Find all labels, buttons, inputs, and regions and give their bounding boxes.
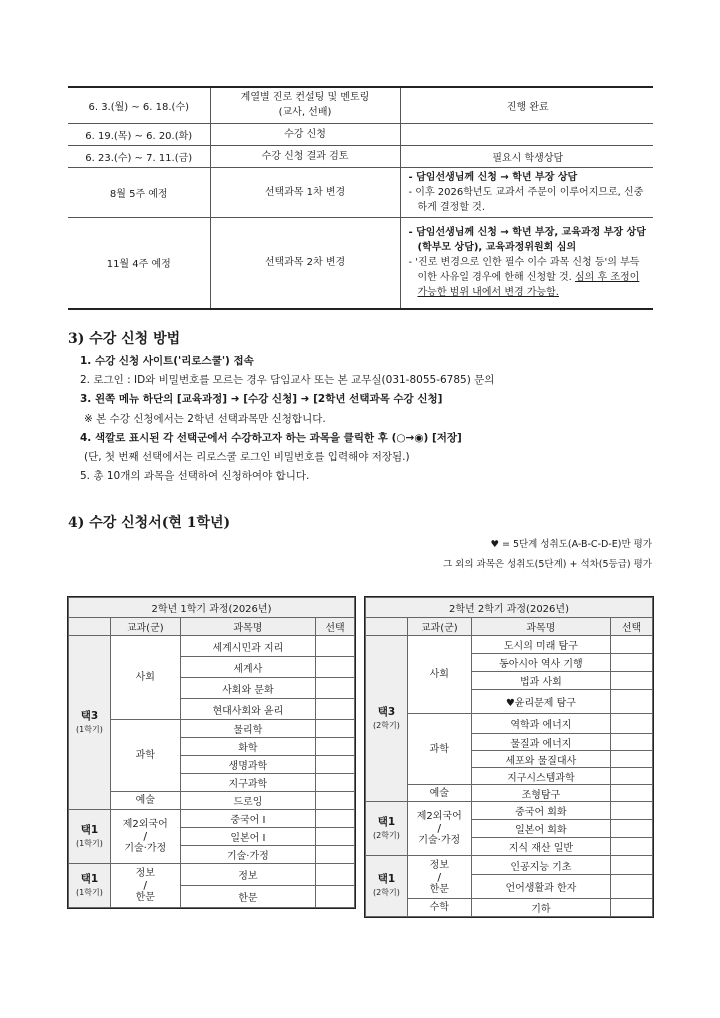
schedule-event: [210, 87, 400, 123]
table-title: 2학년 2학기 과정(2026년): [366, 598, 653, 618]
select-cell[interactable]: [611, 899, 653, 917]
subject-cell: 화학: [180, 738, 315, 756]
group-label: 택1 (1학기): [69, 810, 111, 864]
subject-cell: 지구과학: [180, 774, 315, 792]
group-label: 택3 (1학기): [69, 636, 111, 810]
note-line: - 담임선생님께 신청 → 학년 부장, 교육과정 부장 상담 (학부모 상담), 교육과정위원회 심의: [408, 227, 646, 254]
subject-cell: 정보: [180, 864, 315, 886]
step-item: 1. 수강 신청 사이트('리로스쿨') 접속: [80, 355, 254, 367]
select-cell[interactable]: [611, 672, 653, 690]
select-cell[interactable]: [611, 636, 653, 654]
group-label: 택1 (2학기): [366, 802, 408, 856]
section3-title: 3) 수강 신청 방법: [68, 331, 181, 347]
select-cell[interactable]: [316, 738, 355, 756]
schedule-date: 8월 5주 예정: [68, 167, 210, 217]
select-cell[interactable]: [611, 820, 653, 838]
schedule-row: [68, 145, 653, 167]
schedule-event-line: 계열별 진로 컨설팅 및 멘토링: [240, 92, 370, 104]
subject-cell: 한문: [180, 886, 315, 908]
select-cell[interactable]: [611, 654, 653, 672]
subject-cell: 세포와 물질대사: [471, 751, 610, 768]
area-info: 정보 / 한문: [110, 864, 180, 908]
select-cell[interactable]: [611, 734, 653, 751]
schedule-date: 6. 23.(수) ~ 7. 11.(금): [68, 145, 210, 167]
area-language: 제2외국어 / 기술·가정: [407, 802, 471, 856]
schedule-date: 6. 19.(목) ~ 6. 20.(화): [68, 123, 210, 145]
subject-cell: 기하: [471, 899, 610, 917]
note-line: - 담임선생님께 신청 → 학년 부장 상담: [408, 171, 578, 183]
select-cell[interactable]: [316, 792, 355, 810]
subject-cell: 생명과학: [180, 756, 315, 774]
subject-cell: 기술·가정: [180, 846, 315, 864]
note-line: - '진로 변경으로 인한 필수 이수 과목 신청 등'의 부득이한 사유일 경우에 한해 신청할 것.: [408, 257, 640, 284]
subject-cell: 세계시민과 지리: [180, 636, 315, 657]
area-science: 과학: [110, 720, 180, 792]
select-cell[interactable]: [611, 714, 653, 734]
select-cell[interactable]: [611, 751, 653, 768]
subject-cell: 지구시스템과학: [471, 768, 610, 785]
schedule-note: [400, 217, 653, 309]
select-cell[interactable]: [316, 810, 355, 828]
select-cell[interactable]: [316, 636, 355, 657]
col-select-header: 선택: [611, 618, 653, 636]
schedule-event: 수강 신청 결과 검토: [210, 145, 400, 167]
schedule-note: [400, 167, 653, 217]
area-info: 정보 / 한문: [407, 856, 471, 899]
select-cell[interactable]: [316, 699, 355, 720]
subject-cell: 사회와 문화: [180, 678, 315, 699]
select-cell[interactable]: [316, 678, 355, 699]
step-item: 4. 색깔로 표시된 각 선택군에서 수강하고자 하는 과목을 클릭한 후 (○→◉) [저장]: [80, 431, 462, 444]
select-cell[interactable]: [611, 690, 653, 714]
select-cell[interactable]: [611, 856, 653, 875]
subject-cell: 언어생활과 한자: [471, 875, 610, 899]
subject-cell: 물리학: [180, 720, 315, 738]
area-arts: 예술: [407, 785, 471, 802]
schedule-row: [68, 217, 653, 309]
schedule-note: 진행 완료: [400, 87, 653, 123]
schedule-date: 11월 4주 예정: [68, 217, 210, 309]
schedule-row: [68, 167, 653, 217]
schedule-note: 필요시 학생상담: [400, 145, 653, 167]
subject-cell: 드로잉: [180, 792, 315, 810]
subject-cell: 물질과 에너지: [471, 734, 610, 751]
select-cell[interactable]: [316, 886, 355, 908]
schedule-row: [68, 87, 653, 123]
schedule-event-line: (교사, 선배): [278, 107, 332, 119]
col-area-header: 교과(군): [110, 618, 180, 636]
schedule-event: 수강 신청: [210, 123, 400, 145]
col-subject-header: 과목명: [180, 618, 315, 636]
subject-cell: 조형탐구: [471, 785, 610, 802]
subject-cell: 도시의 미래 탐구: [471, 636, 610, 654]
schedule-note: [400, 123, 653, 145]
table-title: 2학년 1학기 과정(2026년): [69, 598, 355, 618]
subject-cell: 현대사회와 윤리: [180, 699, 315, 720]
subject-cell: 세계사: [180, 657, 315, 678]
area-math: 수학: [407, 899, 471, 917]
col-select-header: 선택: [316, 618, 355, 636]
select-cell[interactable]: [316, 864, 355, 886]
step-note: ※ 본 수강 신청에서는 2학년 선택과목만 신청합니다.: [84, 412, 326, 425]
step-note: (단, 첫 번째 선택에서는 리로스쿨 로그인 비밀번호를 입력해야 저장됨.): [84, 451, 410, 464]
group-label: 택1 (1학기): [69, 864, 111, 908]
step-item: 5. 총 10개의 과목을 선택하여 신청하여야 합니다.: [80, 470, 310, 483]
note-line-underlined: 심의 후 조정이 가능한 범위 내에서 변경 가능함.: [417, 272, 640, 299]
select-cell[interactable]: [611, 875, 653, 899]
select-cell[interactable]: [316, 657, 355, 678]
select-cell[interactable]: [611, 785, 653, 802]
area-arts: 예술: [110, 792, 180, 810]
group-label: 택3 (2학기): [366, 636, 408, 802]
select-cell[interactable]: [316, 828, 355, 846]
area-science: 과학: [407, 714, 471, 785]
select-cell[interactable]: [611, 802, 653, 820]
select-cell[interactable]: [316, 774, 355, 792]
area-social: 사회: [407, 636, 471, 714]
col-subject-header: 과목명: [471, 618, 610, 636]
legend-other: 그 외의 과목은 성취도(5단계) + 석차(5등급) 평가: [442, 559, 652, 570]
semester1-table: [68, 597, 355, 908]
area-language: 제2외국어 / 기술·가정: [110, 810, 180, 864]
select-cell[interactable]: [611, 768, 653, 785]
subject-cell: 일본어 회화: [471, 820, 610, 838]
subject-cell: 법과 사회: [471, 672, 610, 690]
subject-cell: 지식 재산 일반: [471, 838, 610, 856]
col-area-header: 교과(군): [407, 618, 471, 636]
select-cell[interactable]: [316, 720, 355, 738]
schedule-date: 6. 3.(월) ~ 6. 18.(수): [68, 87, 210, 123]
subject-cell: ♥윤리문제 탐구: [471, 690, 610, 714]
subject-cell: 역학과 에너지: [471, 714, 610, 734]
section4-title: 4) 수강 신청서(현 1학년): [68, 515, 231, 531]
select-cell[interactable]: [611, 838, 653, 856]
schedule-row: [68, 123, 653, 145]
schedule-event: 선택과목 1차 변경: [210, 167, 400, 217]
subject-cell: 중국어 회화: [471, 802, 610, 820]
subject-cell: 중국어 I: [180, 810, 315, 828]
select-cell[interactable]: [316, 846, 355, 864]
step-item: 2. 로그인 : ID와 비밀번호를 모르는 경우 담임교사 또는 본 교무실(031-8055-6785) 문의: [80, 374, 495, 387]
subject-cell: 일본어 I: [180, 828, 315, 846]
subject-cell: 인공지능 기초: [471, 856, 610, 875]
group-label: 택1 (2학기): [366, 856, 408, 917]
schedule-table: [68, 86, 653, 310]
select-cell[interactable]: [316, 756, 355, 774]
schedule-event: 선택과목 2차 변경: [210, 217, 400, 309]
note-line: - 이후 2026학년도 교과서 주문이 이루어지므로, 신중하게 결정할 것.: [408, 186, 644, 213]
step-item: 3. 왼쪽 메뉴 하단의 [교육과정] ➜ [수강 신청] ➜ [2학년 선택과목 수강 신청]: [80, 393, 443, 406]
legend-heart: ♥ = 5단계 성취도(A-B-C-D-E)만 평가: [490, 539, 652, 550]
application-steps: [80, 352, 494, 486]
area-social: 사회: [110, 636, 180, 720]
subject-cell: 동아시아 역사 기행: [471, 654, 610, 672]
semester2-table: [365, 597, 653, 917]
